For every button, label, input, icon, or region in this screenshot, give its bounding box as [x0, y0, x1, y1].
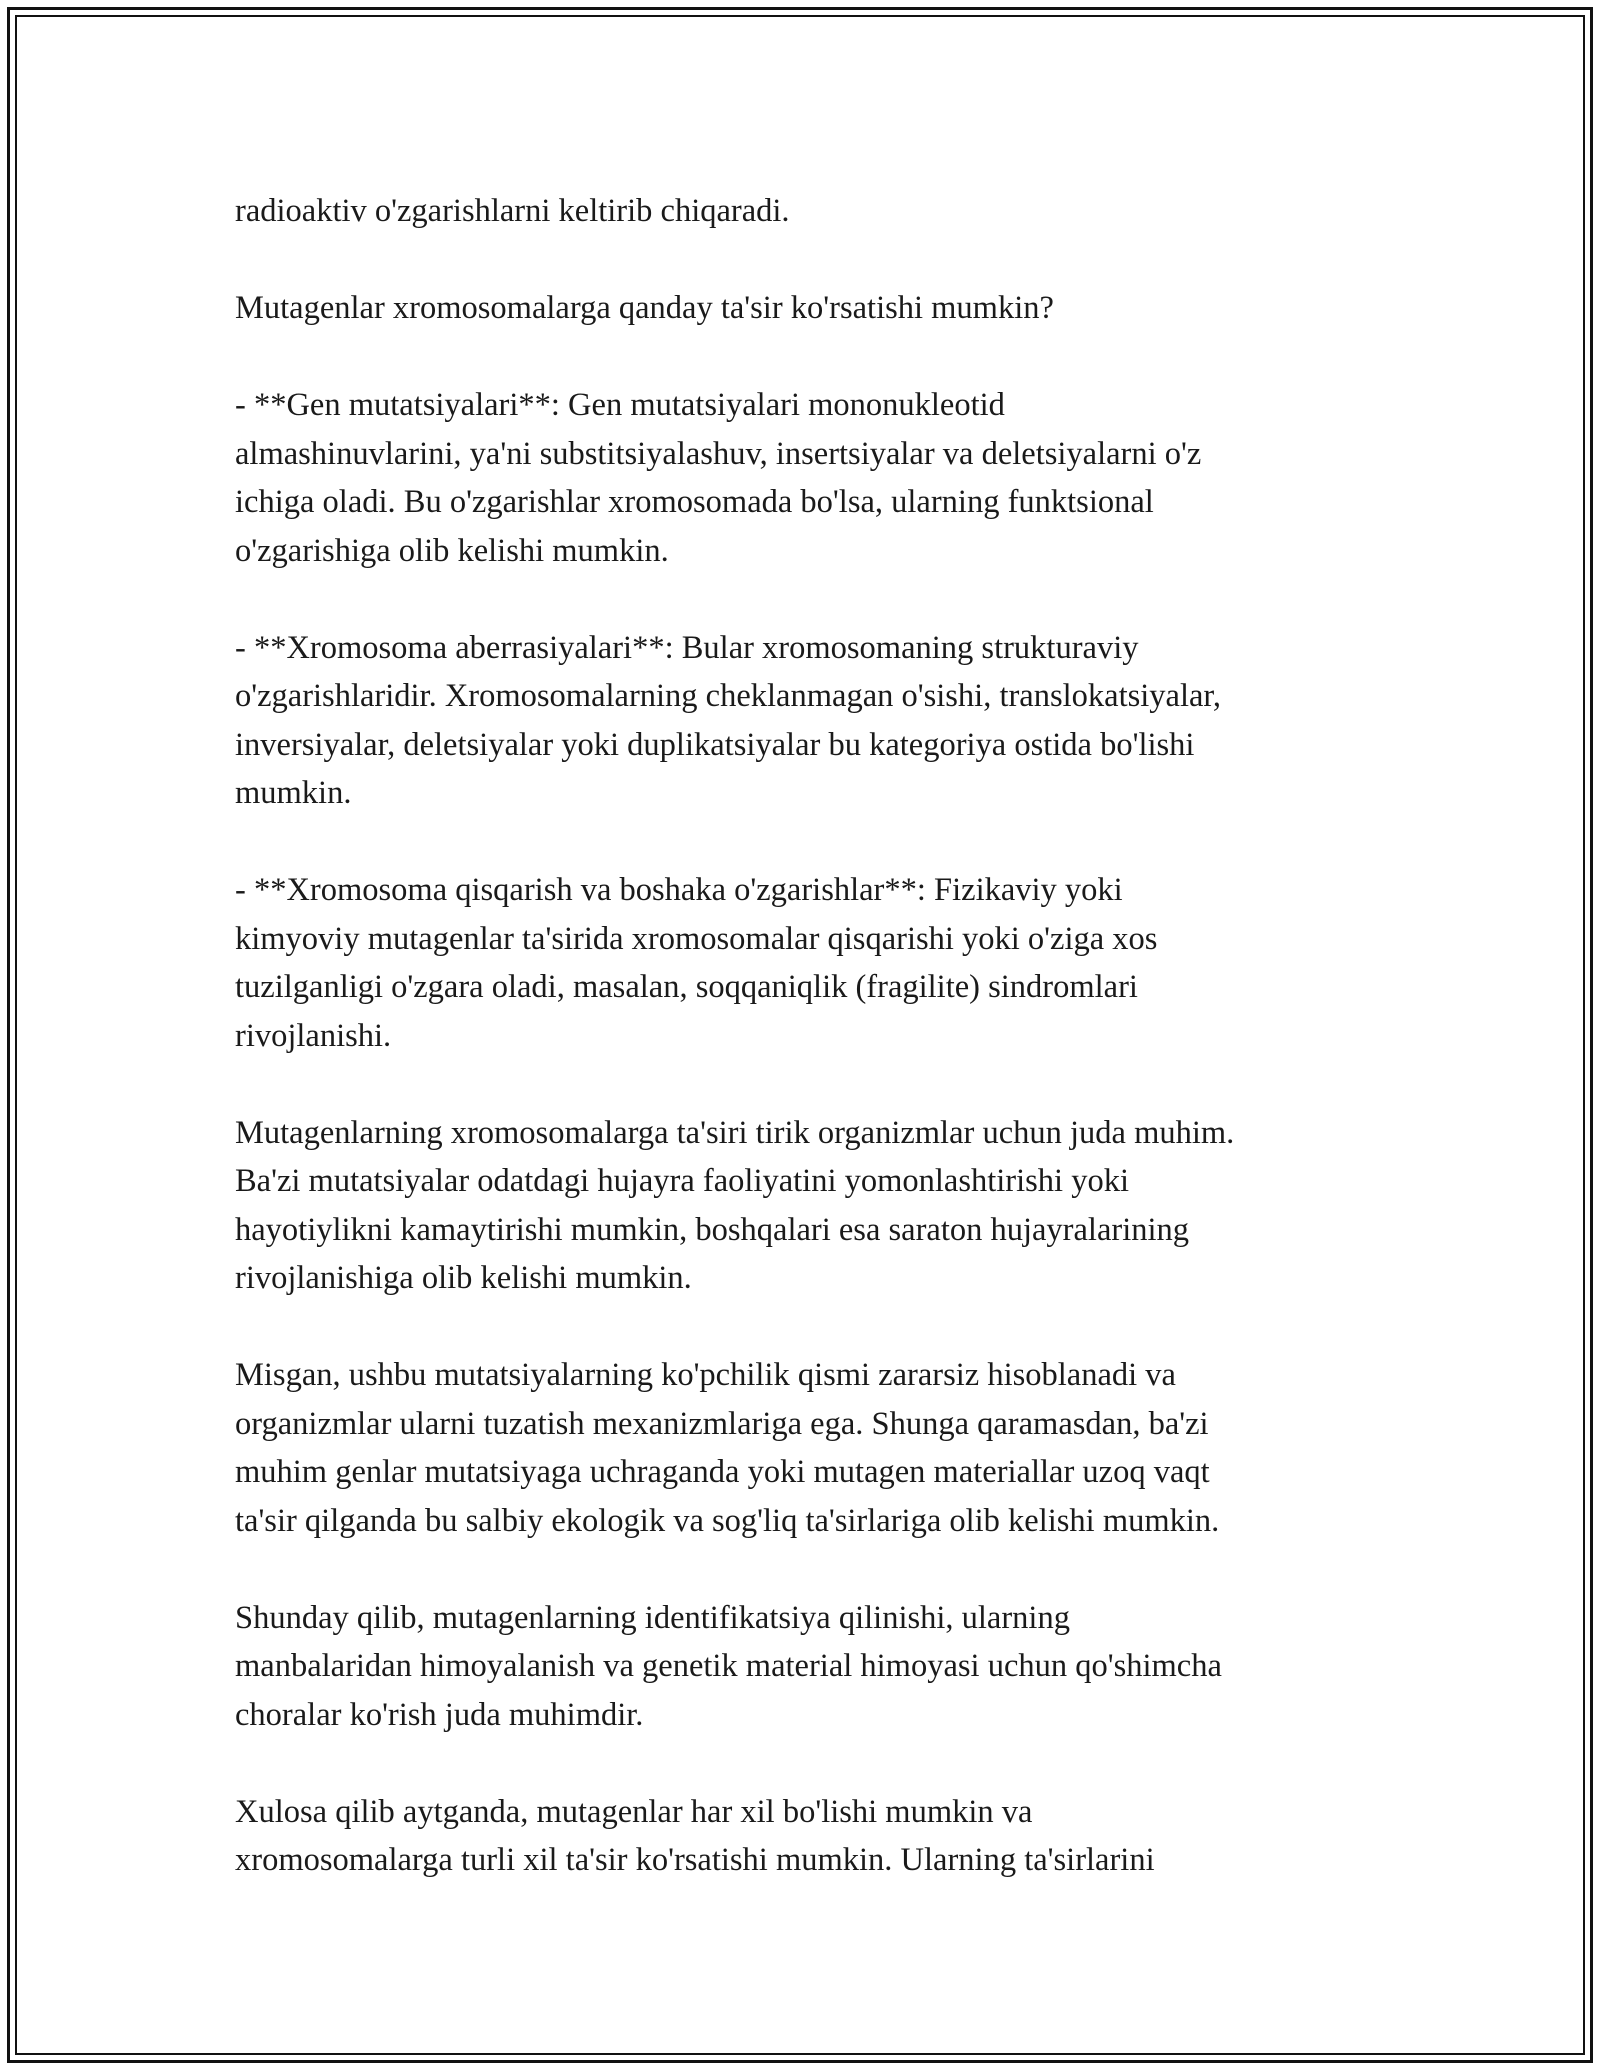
text-line: rivojlanishiga olib kelishi mumkin. — [235, 1260, 692, 1296]
text-line: o'zgarishiga olib kelishi mumkin. — [235, 532, 669, 569]
paragraph — [235, 866, 1385, 1060]
paragraph — [235, 1594, 1385, 1740]
text-line: - **Xromosoma aberrasiyalari**: Bular xromosomaning strukturaviy — [235, 629, 1139, 666]
text-line: o'zgarishlaridir. Xromosomalarning cheklanmagan o'sishi, translokatsiyalar, — [235, 678, 1222, 714]
paragraph — [235, 1109, 1385, 1303]
text-line: hayotiylikni kamaytirishi mumkin, boshqalari esa saraton hujayralarining — [235, 1211, 1190, 1248]
text-line: Shunday qilib, mutagenlarning identifikatsiya qilinishi, ularning — [235, 1599, 1070, 1636]
text-line: rivojlanishi. — [235, 1017, 392, 1054]
text-line: - **Xromosoma qisqarish va boshaka o'zgarishlar**: Fizikaviy yoki — [235, 872, 1123, 908]
paragraph — [235, 1351, 1385, 1545]
document-body — [235, 187, 1385, 1885]
text-line: muhim genlar mutatsiyaga uchraganda yoki mutagen materiallar uzoq vaqt — [235, 1454, 1210, 1490]
paragraph — [235, 284, 1385, 333]
text-line: Mutagenlarning xromosomalarga ta'siri tirik organizmlar uchun juda muhim. — [235, 1114, 1235, 1151]
text-line: xromosomalarga turli xil ta'sir ko'rsatishi mumkin. Ularning ta'sirlarini — [235, 1842, 1155, 1878]
text-line: kimyoviy mutagenlar ta'sirida xromosomalar qisqarishi yoki o'ziga xos — [235, 920, 1158, 957]
text-line: almashinuvlarini, ya'ni substitsiyalashuv, insertsiyalar va deletsiyalarni o'z — [235, 435, 1202, 472]
text-line: manbalaridan himoyalanish va genetik material himoyasi uchun qo'shimcha — [235, 1648, 1222, 1684]
text-line: - **Gen mutatsiyalari**: Gen mutatsiyalari mononukleotid — [235, 387, 1005, 423]
text-line: tuzilganligi o'zgara oladi, masalan, soqqaniqlik (fragilite) sindromlari — [235, 969, 1138, 1005]
text-line: mumkin. — [235, 775, 352, 811]
text-line: ichiga oladi. Bu o'zgarishlar xromosomada bo'lsa, ularning funktsional — [235, 484, 1154, 520]
text-line: Xulosa qilib aytganda, mutagenlar har xil bo'lishi mumkin va — [235, 1793, 1033, 1830]
text-line: Ba'zi mutatsiyalar odatdagi hujayra faoliyatini yomonlashtirishi yoki — [235, 1163, 1129, 1199]
text-line: Mutagenlar xromosomalarga qanday ta'sir ko'rsatishi mumkin? — [235, 290, 1054, 326]
text-line: inversiyalar, deletsiyalar yoki duplikatsiyalar bu kategoriya ostida bo'lishi — [235, 726, 1195, 763]
paragraph — [235, 381, 1385, 575]
text-line: organizmlar ularni tuzatish mexanizmlariga ega. Shunga qaramasdan, ba'zi — [235, 1405, 1209, 1442]
text-line: choralar ko'rish juda muhimdir. — [235, 1696, 644, 1733]
text-line: Misgan, ushbu mutatsiyalarning ko'pchilik qismi zararsiz hisoblanadi va — [235, 1357, 1176, 1393]
paragraph — [235, 187, 1385, 236]
paragraph — [235, 624, 1385, 818]
paragraph — [235, 1788, 1385, 1885]
text-line: ta'sir qilganda bu salbiy ekologik va sog'liq ta'sirlariga olib kelishi mumkin. — [235, 1502, 1220, 1539]
text-line: radioaktiv o'zgarishlarni keltirib chiqaradi. — [235, 193, 790, 229]
